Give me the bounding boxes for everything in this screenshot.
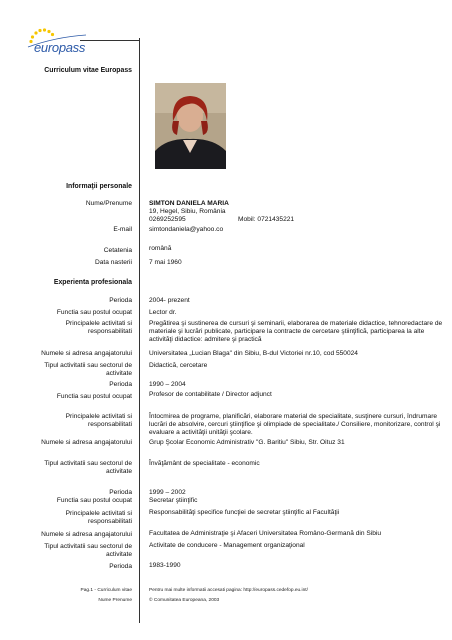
column-divider bbox=[139, 38, 140, 623]
footer-info: Pentru mai multe informatii accesati pagina: http://europass.cedefop.eu.int/ bbox=[149, 588, 308, 593]
citizenship-label: Cetatenia bbox=[103, 247, 132, 254]
sector-value: Învăţământ de specialitate - economic bbox=[149, 460, 260, 467]
position-label: Functia sau postul ocupat bbox=[56, 393, 132, 400]
activities-value: Responsabilităţi specifice funcţiei de secretar ştiinţific al Facultăţii bbox=[149, 509, 340, 516]
section-experience: Experienta profesionala bbox=[53, 279, 132, 286]
period-label: Perioda bbox=[109, 489, 132, 496]
phone-value: 0269252595 bbox=[149, 216, 186, 223]
profile-photo bbox=[155, 83, 226, 169]
mobile-value: Mobil: 0721435221 bbox=[238, 216, 295, 223]
sector-value: Activitate de conducere - Management organizaţional bbox=[149, 542, 305, 549]
employer-label: Numele si adresa angajatorului bbox=[41, 350, 132, 357]
period-label: Perioda bbox=[109, 563, 132, 570]
period-value: 1990 – 2004 bbox=[149, 381, 186, 388]
activities-value: Întocmirea de programe, planificări, elaborare material de specialitate, susţinere cursuri, îndrumare lucrări de absolvire, cercuri ştiinţifice şi olimpiade de specialitate./ Consiliere, monitorizare, control şi evaluare a activităţii unităţii şcolare. bbox=[149, 413, 441, 436]
cv-title: Curriculum vitae Europass bbox=[44, 67, 132, 74]
position-value: Profesor de contabilitate / Director adjunct bbox=[149, 391, 272, 398]
activities-label: Principalele activitati si responsabilitati bbox=[65, 510, 132, 525]
employer-label: Numele si adresa angajatorului bbox=[41, 531, 132, 538]
sector-label: Tipul activitatii sau sectorul de activitate bbox=[44, 362, 132, 377]
position-value: Secretar ştiinţific bbox=[149, 497, 198, 504]
footer-copyright: © Comunitatea Europeana, 2003 bbox=[149, 598, 220, 603]
period-label: Perioda bbox=[109, 297, 132, 304]
period-label: Perioda bbox=[109, 381, 132, 388]
footer-name: Nume Prenume bbox=[98, 598, 132, 603]
email-label: E-mail bbox=[113, 226, 132, 233]
birth-value: 7 mai 1960 bbox=[149, 259, 182, 266]
period-value: 1999 – 2002 bbox=[149, 489, 186, 496]
activities-label: Principalele activitati si responsabilitati bbox=[65, 320, 132, 335]
name-value: SIMTON DANIELA MARIA bbox=[149, 200, 229, 207]
activities-value: Pregătirea şi sustinerea de cursuri şi seminarii, elaborarea de materiale didactice, tehnoredactare de materiale şi lucrări publicate, participare la contracte de cercetare ştiinţifică, participarea la alte activităţi didactice: admitere şi practică bbox=[149, 320, 443, 343]
employer-value: Facultatea de Administraţie şi Afaceri Universitatea Româno-Germană din Sibiu bbox=[149, 530, 381, 537]
sector-label: Tipul activitatii sau sectorul de activitate bbox=[44, 460, 132, 475]
section-personal: Informaţii personale bbox=[66, 183, 132, 190]
email-value: simtondaniela@yahoo.co bbox=[149, 226, 224, 233]
footer-page: Pag.1 - Curriculum vitae bbox=[80, 588, 132, 593]
birth-label: Data nasterii bbox=[94, 259, 132, 266]
employer-value: Grup Şcolar Economic Administrativ "G. Baritiu" Sibiu, Str. Oituz 31 bbox=[149, 439, 345, 446]
header-rule bbox=[80, 40, 139, 41]
sector-label: Tipul activitatii sau sectorul de activitate bbox=[44, 543, 132, 558]
position-label: Functia sau postul ocupat bbox=[56, 309, 132, 316]
citizenship-value: română bbox=[149, 245, 172, 252]
period-value: 2004- prezent bbox=[149, 297, 190, 304]
employer-label: Numele si adresa angajatorului bbox=[41, 439, 132, 446]
name-label: Nume/Prenume bbox=[85, 200, 132, 207]
sector-value: Didactică, cercetare bbox=[149, 362, 208, 369]
position-label: Functia sau postul ocupat bbox=[56, 497, 132, 504]
activities-label: Principalele activitati si responsabilitati bbox=[65, 413, 132, 428]
position-value: Lector dr. bbox=[149, 309, 177, 316]
europass-logo-text: europass bbox=[34, 40, 86, 55]
address-value: 19, Hegel, Sibiu, România bbox=[149, 208, 226, 215]
employer-value: Universitatea „Lucian Blaga" din Sibiu, B-dul Victoriei nr.10, cod 550024 bbox=[149, 350, 358, 357]
europass-logo bbox=[26, 27, 96, 61]
period-value: 1983-1990 bbox=[149, 562, 181, 569]
